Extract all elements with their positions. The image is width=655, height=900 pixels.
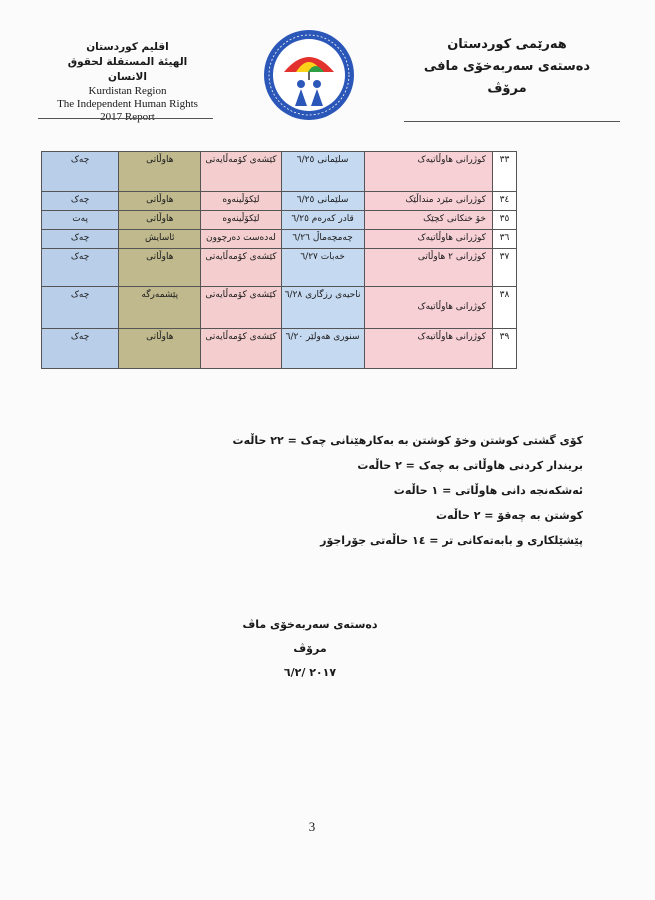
header-kurdish bbox=[417, 34, 597, 100]
header-commission-ku: دەستەی سەربەخۆی مافی مرۆڤ bbox=[423, 59, 591, 96]
victim-cell: پێشمەرگە bbox=[119, 287, 201, 329]
row-number: ٣٧ bbox=[492, 249, 516, 287]
table-row bbox=[42, 329, 517, 369]
location-date-cell: سلێمانی ٦/٢٥ bbox=[281, 152, 364, 192]
weapon-cell: پەت bbox=[42, 211, 119, 230]
weapon-cell: چەک bbox=[42, 152, 119, 192]
header-region-ku: هەرێمی کوردستان bbox=[447, 37, 567, 52]
summary-torture: ئەشکەنجە دانی هاوڵاتی = ١ حاڵەت bbox=[393, 484, 583, 497]
victim-cell: هاوڵاتی bbox=[119, 152, 201, 192]
case-type-cell: کێشەی کۆمەڵایەتی bbox=[201, 329, 281, 369]
event-cell: کوژرانی هاوڵاتیەک bbox=[364, 152, 492, 192]
header-commission-en: The Independent Human Rights bbox=[57, 98, 198, 110]
location-date-cell: خەبات ٦/٢٧ bbox=[281, 249, 364, 287]
event-cell: کوژرانی ٢ هاوڵاتی bbox=[364, 249, 492, 287]
case-type-cell: لەدەست دەرچوون bbox=[201, 230, 281, 249]
page-number: 3 bbox=[308, 819, 316, 834]
row-number: ٣٤ bbox=[492, 192, 516, 211]
event-cell: خۆ خنکانی کچێک bbox=[364, 211, 492, 230]
weapon-cell: چەک bbox=[42, 192, 119, 211]
weapon-cell: چەک bbox=[42, 249, 119, 287]
case-type-cell: لێکۆڵینەوە bbox=[201, 211, 281, 230]
table-row bbox=[42, 152, 517, 192]
table-row bbox=[42, 287, 517, 329]
weapon-cell: چەک bbox=[42, 287, 119, 329]
header-arabic-english bbox=[50, 40, 205, 124]
summary-knife-killings: کوشتن بە چەقۆ = ٢ حاڵەت bbox=[435, 509, 583, 522]
location-date-cell: سلێمانی ٦/٢٥ bbox=[281, 192, 364, 211]
incident-table bbox=[41, 151, 517, 369]
event-cell: کوژرانی مێرد منداڵێک bbox=[364, 192, 492, 211]
header-rule-left bbox=[38, 118, 213, 119]
row-number: ٣٥ bbox=[492, 211, 516, 230]
row-number: ٣٨ bbox=[492, 287, 516, 329]
location-date-cell: سنوری هەولێر ٦/٢٠ bbox=[281, 329, 364, 369]
summary-gun-injuries: بریندار کردنی هاوڵاتی بە چەک = ٢ حاڵەت bbox=[357, 459, 583, 472]
case-type-cell: کێشەی کۆمەڵایەتی bbox=[201, 249, 281, 287]
signature-block bbox=[230, 613, 390, 685]
table-row bbox=[42, 230, 517, 249]
location-date-cell: قادر کەرەم ٦/٢٥ bbox=[281, 211, 364, 230]
row-number: ٣٣ bbox=[492, 152, 516, 192]
row-number: ٣٩ bbox=[492, 329, 516, 369]
weapon-cell: چەک bbox=[42, 329, 119, 369]
weapon-cell: چەک bbox=[42, 230, 119, 249]
header-region-ar: اقليم كوردستان bbox=[86, 41, 169, 53]
table-row bbox=[42, 192, 517, 211]
victim-cell: ئاسایش bbox=[119, 230, 201, 249]
commission-logo-icon bbox=[262, 28, 356, 122]
victim-cell: هاوڵاتی bbox=[119, 192, 201, 211]
signature-date: ٢٠١٧ /٦/٢ bbox=[283, 666, 337, 679]
signature-org: دەستەی سەربەخۆی ماڤ مرۆڤ bbox=[242, 618, 378, 655]
summary-other-violations: پێشێلکاری و بابەتەکانی تر = ١٤ حاڵەتی جۆراجۆر bbox=[320, 534, 583, 547]
case-type-cell: لێکۆڵینەوە bbox=[201, 192, 281, 211]
summary-total-killings: کۆی گشتی کوشتن وخۆ کوشتن بە بەکارهێنانی چەک = ٢٢ حاڵەت bbox=[232, 434, 583, 447]
event-cell: کوژرانی هاوڵاتیەک bbox=[364, 329, 492, 369]
header-region-en: Kurdistan Region bbox=[88, 85, 167, 97]
victim-cell: هاوڵاتی bbox=[119, 211, 201, 230]
header-report-year: 2017 Report bbox=[100, 111, 155, 123]
location-date-cell: چەمچەماڵ ٦/٢٦ bbox=[281, 230, 364, 249]
event-cell: کوژرانی هاوڵاتیەک bbox=[364, 230, 492, 249]
event-cell: کوژرانی هاوڵاتیەک bbox=[364, 287, 492, 329]
row-number: ٣٦ bbox=[492, 230, 516, 249]
location-date-cell: ناحیەی رزگاری ٦/٢٨ bbox=[281, 287, 364, 329]
victim-cell: هاوڵاتی bbox=[119, 329, 201, 369]
table-row bbox=[42, 211, 517, 230]
table-row bbox=[42, 249, 517, 287]
case-type-cell: کێشەی کۆمەڵایەتی bbox=[201, 152, 281, 192]
victim-cell: هاوڵاتی bbox=[119, 249, 201, 287]
header-rule-right bbox=[404, 121, 620, 122]
header-commission-ar: الهيئة المستقلة لحقوق الانسان bbox=[67, 56, 188, 83]
summary-statistics bbox=[232, 428, 583, 553]
case-type-cell: کێشەی کۆمەڵایەتی bbox=[201, 287, 281, 329]
